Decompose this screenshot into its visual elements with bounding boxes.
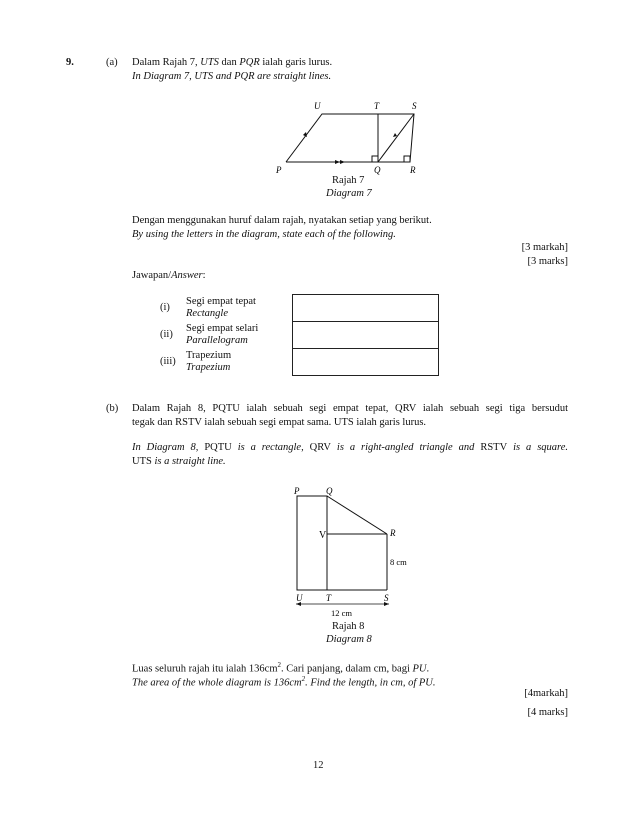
right-angle-r <box>404 156 410 162</box>
part-a-intro-en: In Diagram 7, UTS and PQR are straight lines. <box>132 71 332 82</box>
part-b-area-en: The area of the whole diagram is $136cm^2$. Find the length, in cm, of PU. <box>132 675 436 689</box>
label-r: R <box>410 165 416 175</box>
part-b-label: (b) <box>106 403 119 414</box>
question-number: 9. <box>66 57 74 68</box>
answer-box-trapezium[interactable] <box>292 348 439 376</box>
label-u: U <box>314 101 321 111</box>
part-b-text-ms-line2: tegak dan RSTV ialah sebuah segi empat sama. UTS ialah garis lurus. <box>132 417 427 428</box>
label-p: P <box>276 165 282 175</box>
part-b-text-en-line1: In Diagram 8, PQTU is a rectangle, QRV is a right-angled triangle and RSTV is a square. <box>132 442 569 453</box>
label-r: R <box>390 528 396 538</box>
part-a-instruction-ms: Dengan menggunakan huruf dalam rajah, nyatakan setiap yang berikut. <box>132 215 432 226</box>
part-a-label: (a) <box>106 57 118 68</box>
part-b-area-ms: Luas seluruh rajah itu ialah $136cm^2$. Cari panjang, dalam cm, bagi PU. <box>132 661 430 675</box>
part-b-text-ms-line1: Dalam Rajah 8, PQTU ialah sebuah segi empat tepat, QRV ialah sebuah segi tiga bersudut <box>132 403 568 414</box>
diagram-8-caption-en: Diagram 8 <box>326 634 372 645</box>
label-p: P <box>294 486 300 496</box>
diagram-8-caption-ms: Rajah 8 <box>332 621 365 632</box>
label-s: S <box>384 593 389 603</box>
diagram-7 <box>270 96 440 180</box>
part-b-text-en-line2: UTS is a straight line. <box>132 456 226 467</box>
diagram-8 <box>286 484 426 620</box>
diagram-7-caption-ms: Rajah 7 <box>332 175 365 186</box>
right-angle-q <box>372 156 378 162</box>
item-1-en: Rectangle <box>186 308 228 319</box>
part-a-marks-en: [3 marks] <box>527 256 568 267</box>
item-3-ms: Trapezium <box>186 350 232 361</box>
rect-pqtu <box>297 496 327 590</box>
page-number: 12 <box>313 760 324 771</box>
line-qs <box>378 114 414 162</box>
dim-12cm: 12 cm <box>331 608 353 618</box>
item-2-num: (ii) <box>160 329 173 340</box>
item-1-ms: Segi empat tepat <box>186 296 256 307</box>
arrow-pq-1 <box>335 160 340 164</box>
line-qr <box>327 496 387 534</box>
item-1-num: (i) <box>160 302 170 313</box>
part-a-instruction-en: By using the letters in the diagram, state each of the following. <box>132 229 396 240</box>
label-t: T <box>374 101 380 111</box>
part-b-marks-en: [4 marks] <box>527 707 568 718</box>
item-3-en: Trapezium <box>186 362 231 373</box>
label-t: T <box>326 593 332 603</box>
answer-box-rectangle[interactable] <box>292 294 439 322</box>
answer-label: Jawapan/Answer: <box>132 270 206 281</box>
label-q: Q <box>326 486 333 496</box>
answer-box-parallelogram[interactable] <box>292 321 439 349</box>
part-a-marks-ms: [3 markah] <box>521 242 568 253</box>
diagram-7-caption-en: Diagram 7 <box>326 188 372 199</box>
outer-shape <box>286 114 414 162</box>
part-a-intro-ms: Dalam Rajah 7, UTS dan PQR ialah garis lurus. <box>132 57 333 68</box>
label-u: U <box>296 593 303 603</box>
item-3-num: (iii) <box>160 356 176 367</box>
label-s: S <box>412 101 417 111</box>
item-2-ms: Segi empat selari <box>186 323 259 334</box>
label-v: V <box>319 530 327 541</box>
item-2-en: Parallelogram <box>186 335 248 346</box>
arrow-pq-2 <box>340 160 345 164</box>
part-b-marks-ms: [4markah] <box>524 688 568 699</box>
dim-8cm: 8 cm <box>390 557 407 567</box>
arrow-qs <box>393 133 397 137</box>
label-q: Q <box>374 165 381 175</box>
